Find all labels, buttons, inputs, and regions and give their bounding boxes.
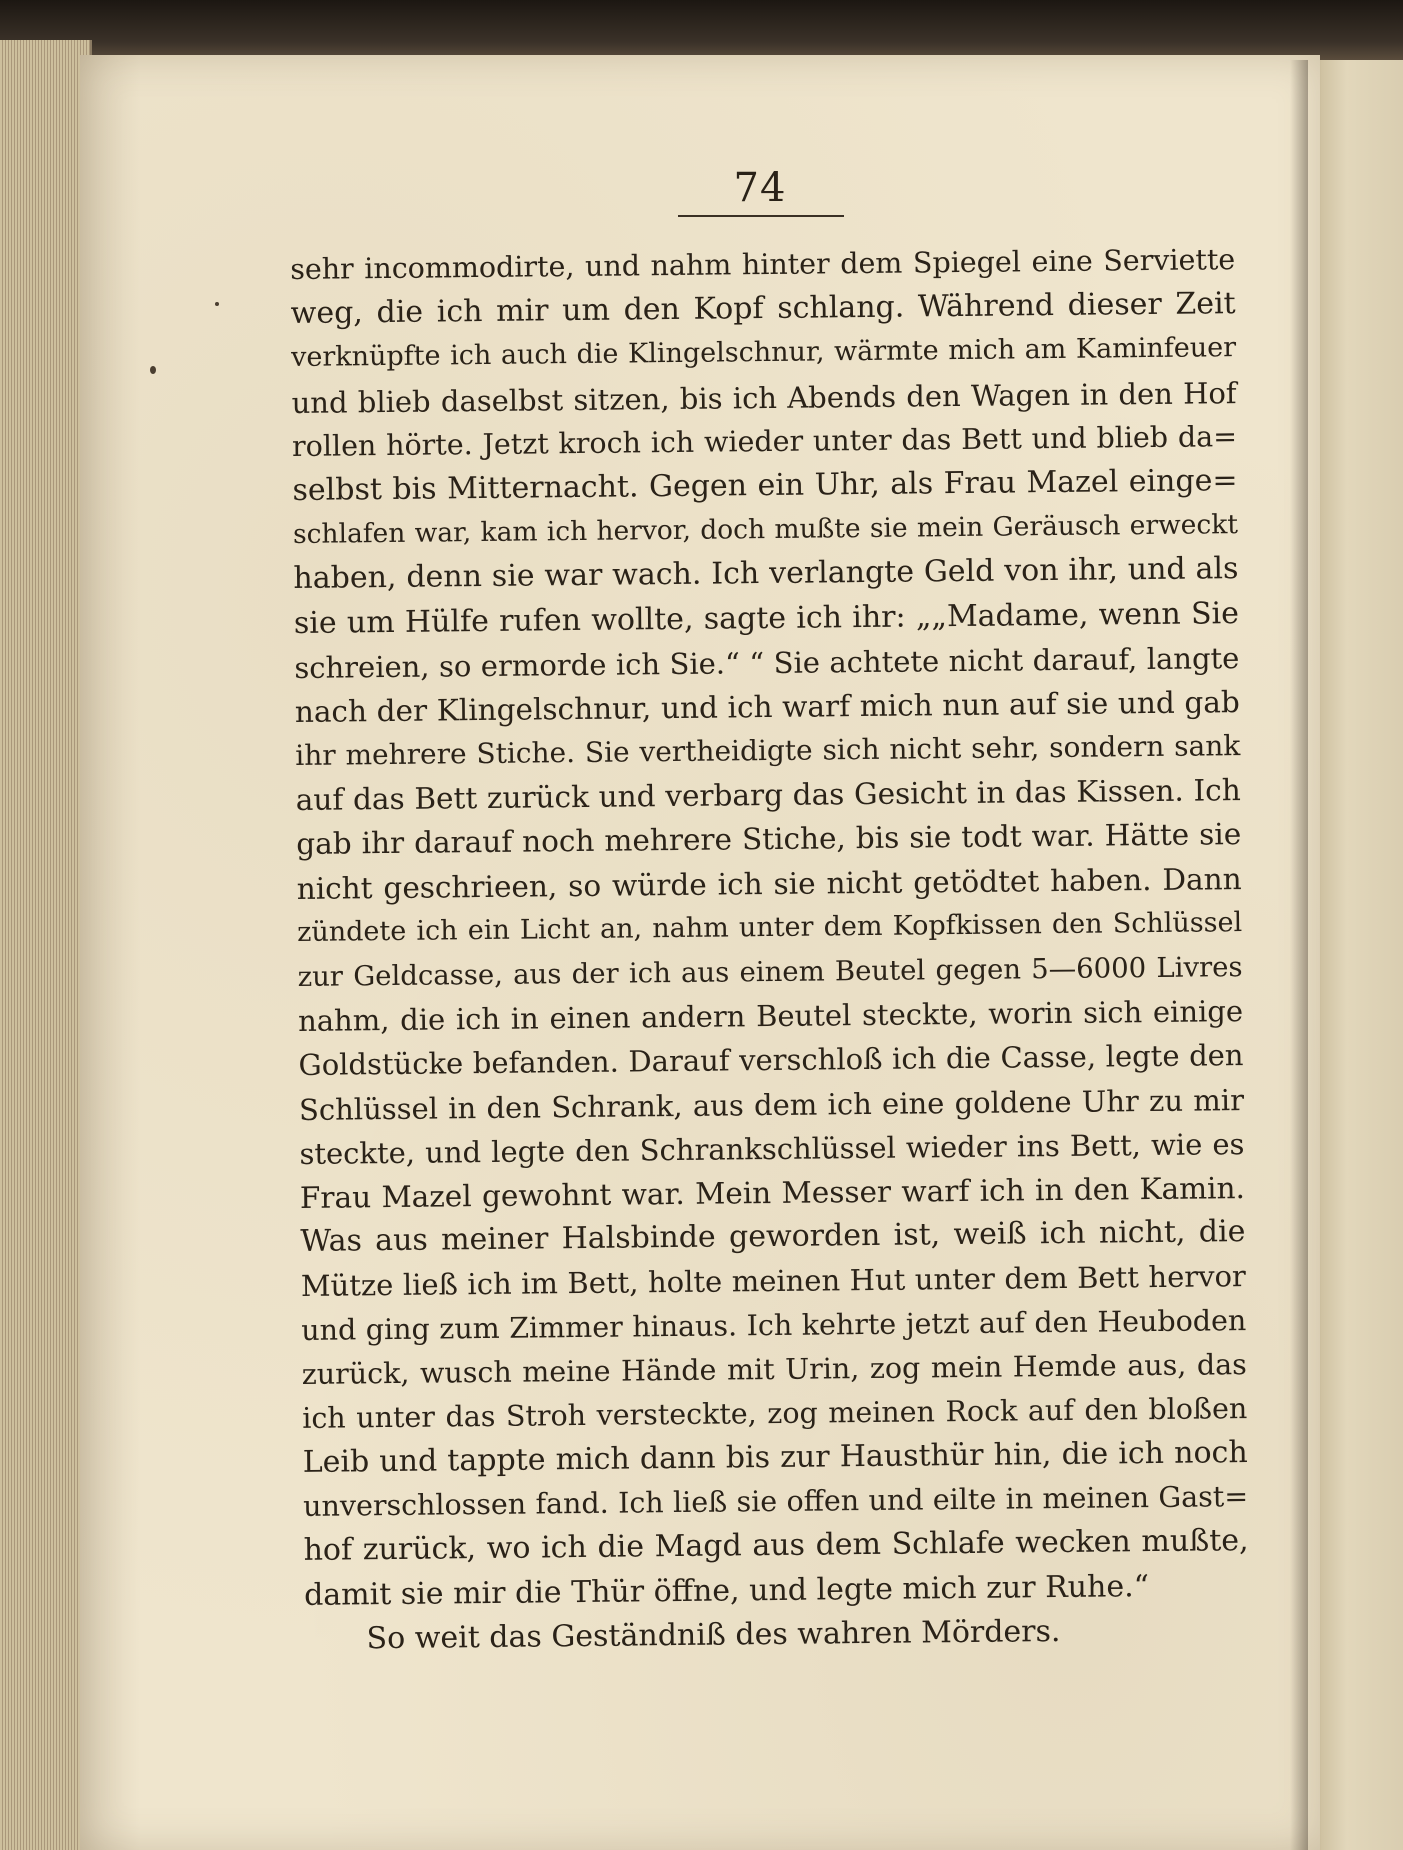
gutter-shadow bbox=[1290, 60, 1308, 1850]
text-line: und ging zum Zimmer hinaus. Ich kehrte jetzt auf den Heuboden bbox=[301, 1303, 1247, 1347]
text-line: zündete ich ein Licht an, nahm unter dem Kopfkissen den Schlüssel bbox=[297, 906, 1243, 948]
text-line: selbst bis Mitternacht. Gegen ein Uhr, als Frau Mazel einge= bbox=[292, 463, 1238, 508]
closing-line: So weit das Geständniß des wahren Mörders. bbox=[366, 1613, 1061, 1657]
text-line: Frau Mazel gewohnt war. Mein Messer warf ich in den Kamin. bbox=[299, 1170, 1246, 1215]
text-line: nahm, die ich in einen andern Beutel steckte, worin sich einige bbox=[297, 994, 1244, 1039]
text-line: nicht geschrieen, so würde ich sie nicht getödtet haben. Dann bbox=[296, 861, 1242, 906]
text-line: gab ihr darauf noch mehrere Stiche, bis sie todt war. Hätte sie bbox=[296, 817, 1242, 862]
text-line: nach der Klingelschnur, und ich warf mich nun auf sie und gab bbox=[294, 684, 1240, 729]
text-line: unverschlossen fand. Ich ließ sie offen und eilte in meinen Gast= bbox=[303, 1480, 1249, 1524]
text-line: rollen hörte. Jetzt kroch ich wieder unter das Bett und blieb da= bbox=[291, 419, 1238, 463]
text-line: und blieb daselbst sitzen, bis ich Abends den Wagen in den Hof bbox=[291, 375, 1237, 420]
text-line: ihr mehrere Stiche. Sie vertheidigte sich nicht sehr, sondern sank bbox=[295, 729, 1241, 773]
paper-speck bbox=[150, 366, 156, 374]
text-line: schreien, so ermorde ich Sie.“ “ Sie achtete nicht darauf, langte bbox=[294, 640, 1240, 685]
text-line: sehr incommodirte, und nahm hinter dem Spiegel eine Serviette bbox=[290, 243, 1236, 286]
text-line: auf das Bett zurück und verbarg das Gesicht in das Kissen. Ich bbox=[295, 773, 1241, 818]
text-line: damit sie mir die Thür öffne, und legte mich zur Ruhe.“ bbox=[303, 1568, 1150, 1613]
text-line: weg, die ich mir um den Kopf schlang. Während dieser Zeit bbox=[290, 286, 1236, 332]
text-line: zur Geldcasse, aus der ich aus einem Beutel gegen 5—6000 Livres bbox=[297, 951, 1243, 993]
text-line: Schlüssel in den Schrank, aus dem ich eine goldene Uhr zu mir bbox=[298, 1082, 1245, 1127]
paper-speck bbox=[215, 302, 219, 306]
text-line: Was aus meiner Halsbinde geworden ist, weiß ich nicht, die bbox=[300, 1214, 1246, 1260]
page-number: 74 bbox=[733, 165, 787, 211]
text-line: Goldstücke befanden. Darauf verschloß ich die Casse, legte den bbox=[298, 1038, 1244, 1083]
book-page-edges bbox=[0, 40, 92, 1850]
header-rule bbox=[678, 215, 844, 217]
book-binding-top bbox=[0, 0, 1403, 60]
text-line: steckte, und legte den Schrankschlüssel wieder ins Bett, wie es bbox=[299, 1126, 1245, 1171]
text-line: schlafen war, kam ich hervor, doch mußte sie mein Geräusch erweckt bbox=[292, 509, 1239, 551]
text-line: haben, denn sie war wach. Ich verlangte Geld von ihr, und als bbox=[293, 551, 1239, 597]
text-line: Mütze ließ ich im Bett, holte meinen Hut unter dem Bett hervor bbox=[300, 1259, 1246, 1304]
text-line: sie um Hülfe rufen wollte, sagte ich ihr: „„Madame, wenn Sie bbox=[293, 595, 1240, 641]
text-line: Leib und tappte mich dann bis zur Hausthür hin, die ich noch bbox=[302, 1435, 1248, 1480]
text-line: zurück, wusch meine Hände mit Urin, zog mein Hemde aus, das bbox=[301, 1347, 1247, 1391]
text-line: ich unter das Stroh versteckte, zog meinen Rock auf den bloßen bbox=[302, 1391, 1248, 1435]
body-text bbox=[290, 238, 1250, 1662]
text-line: verknüpfte ich auch die Klingelschnur, wärmte mich am Kaminfeuer bbox=[290, 332, 1237, 374]
text-line: hof zurück, wo ich die Magd aus dem Schlafe wecken mußte, bbox=[303, 1523, 1249, 1569]
